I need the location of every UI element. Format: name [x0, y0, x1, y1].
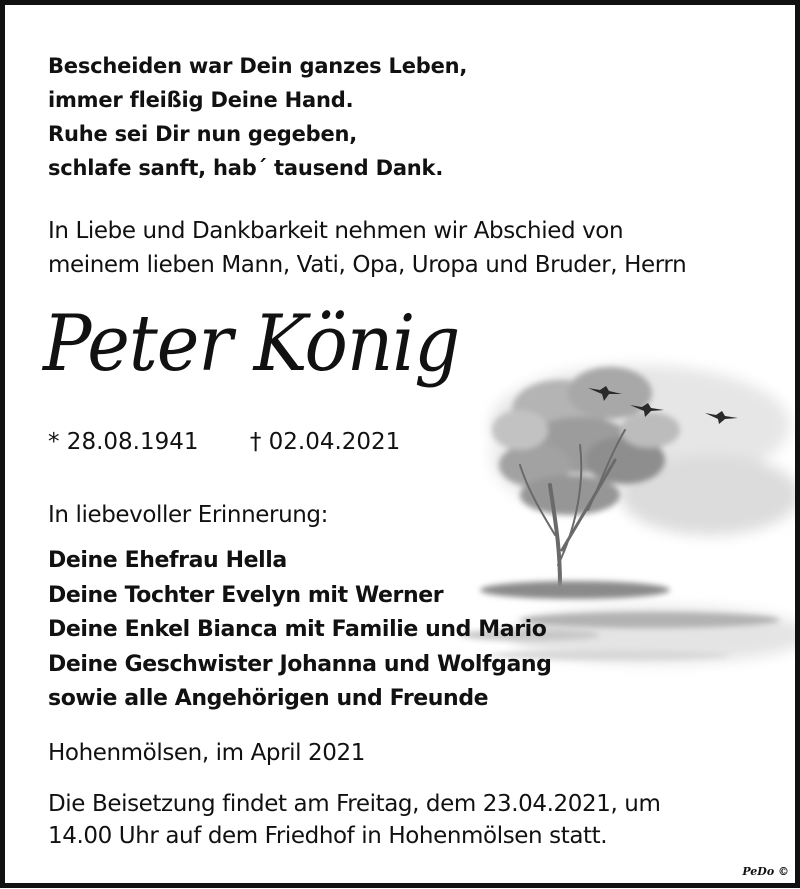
place-and-date: Hohenmölsen, im April 2021 [48, 740, 365, 766]
funeral-line: Die Beisetzung findet am Freitag, dem 23.04.2021, um [48, 791, 661, 817]
mourners-label: In liebevoller Erinnerung: [48, 502, 328, 528]
mourners-list [48, 544, 552, 717]
intro-line: meinem lieben Mann, Vati, Opa, Uropa und Bruder, Herrn [48, 252, 687, 278]
mourner-line: Deine Enkel Bianca mit Familie und Mario [48, 617, 547, 642]
verse-line: Ruhe sei Dir nun gegeben, [48, 122, 358, 146]
farewell-intro [48, 214, 686, 282]
mourner-line: sowie alle Angehörigen und Freunde [48, 686, 489, 711]
mourner-line: Deine Tochter Evelyn mit Werner [48, 582, 444, 608]
birth-date: * 28.08.1941 [48, 429, 199, 455]
death-date: † 02.04.2021 [249, 429, 401, 455]
mourner-line: Deine Geschwister Johanna und Wolfgang [48, 651, 552, 677]
life-dates [48, 426, 400, 458]
deceased-name: Peter König [43, 297, 460, 389]
intro-line: In Liebe und Dankbarkeit nehmen wir Abschied von [48, 218, 624, 244]
designer-mark: PeDo © [742, 865, 789, 878]
verse-line: immer fleißig Deine Hand. [48, 88, 354, 112]
verse-line: schlafe sanft, hab´ tausend Dank. [48, 156, 444, 180]
funeral-notice [48, 788, 660, 852]
memorial-verse [48, 49, 467, 185]
verse-line: Bescheiden war Dein ganzes Leben, [48, 54, 468, 78]
mourner-line: Deine Ehefrau Hella [48, 548, 287, 573]
funeral-line: 14.00 Uhr auf dem Friedhof in Hohenmölsen statt. [48, 823, 608, 849]
